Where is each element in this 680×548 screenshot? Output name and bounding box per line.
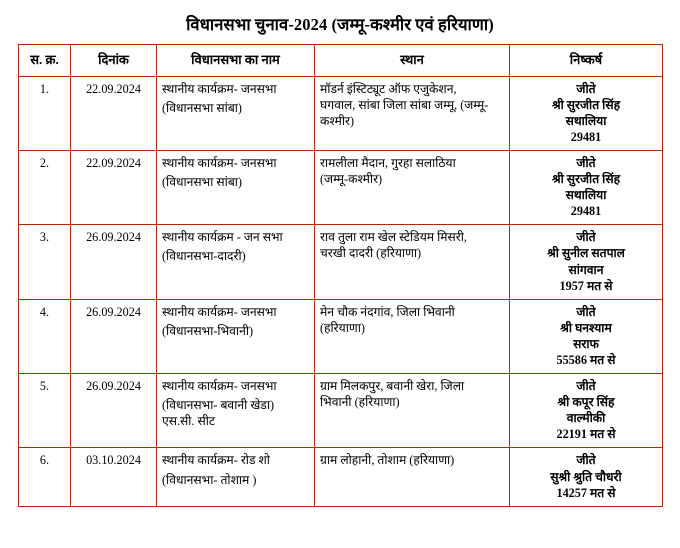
constituency-line-1: स्थानीय कार्यक्रम- जनसभा bbox=[162, 155, 277, 170]
cell-result bbox=[510, 76, 663, 150]
column-header-date: दिनांक bbox=[71, 45, 157, 76]
table-header bbox=[19, 45, 663, 76]
cell-date: 26.09.2024 bbox=[71, 225, 157, 299]
table-row bbox=[19, 299, 663, 373]
cell-result bbox=[510, 299, 663, 373]
table-row bbox=[19, 150, 663, 224]
constituency-line-2: (विधानसभा-दादरी) bbox=[162, 249, 246, 264]
result-candidate: श्री कपूर सिंह bbox=[557, 395, 615, 410]
cell-result bbox=[510, 225, 663, 299]
table-row bbox=[19, 76, 663, 150]
result-margin: 1957 मत से bbox=[559, 278, 613, 293]
cell-date: 22.09.2024 bbox=[71, 150, 157, 224]
place-line-1: मॉडर्न इंस्टिट्यूट ऑफ एजुकेशन, bbox=[320, 81, 457, 96]
page-title: विधानसभा चुनाव-2024 (जम्मू-कश्मीर एवं हरियाणा) bbox=[186, 15, 494, 34]
result-candidate: श्री सुरजीत सिंह bbox=[551, 172, 621, 187]
result-margin: 29481 bbox=[570, 129, 602, 144]
result-candidate: सुश्री श्रुति चौधरी bbox=[550, 469, 622, 484]
cell-constituency bbox=[157, 76, 315, 150]
result-status: जीते bbox=[576, 230, 596, 245]
constituency-line-2: (विधानसभा-भिवानी) bbox=[162, 323, 254, 338]
place-line-2: (जम्मू-कश्मीर) bbox=[320, 172, 383, 187]
table-row bbox=[19, 448, 663, 506]
constituency-line-1: स्थानीय कार्यक्रम - जन सभा bbox=[162, 230, 283, 245]
result-candidate-surname: वाल्मीकी bbox=[566, 411, 606, 426]
result-margin: 14257 मत से bbox=[556, 485, 616, 500]
place-line-1: मेन चौक नंदगांव, जिला भिवानी bbox=[320, 304, 455, 319]
result-margin: 55586 मत से bbox=[556, 353, 616, 367]
cell-place bbox=[315, 76, 510, 150]
cell-serial: 1. bbox=[19, 76, 71, 150]
column-header-constituency: विधानसभा का नाम bbox=[157, 45, 315, 76]
result-status: जीते bbox=[576, 453, 596, 468]
result-margin: 22191 मत से bbox=[556, 427, 616, 442]
result-status: जीते bbox=[576, 155, 596, 170]
cell-result bbox=[510, 150, 663, 224]
result-candidate: श्री सुनील सतपाल bbox=[547, 246, 625, 261]
constituency-line-1: स्थानीय कार्यक्रम- जनसभा bbox=[162, 81, 277, 96]
table-row bbox=[19, 374, 663, 448]
cell-date: 26.09.2024 bbox=[71, 374, 157, 448]
constituency-line-2: (विधानसभा- तोशाम ) bbox=[162, 472, 257, 487]
cell-place bbox=[315, 374, 510, 448]
cell-place bbox=[315, 448, 510, 506]
cell-constituency bbox=[157, 448, 315, 506]
place-line-1: रामलीला मैदान, गुरहा सलाठिया bbox=[320, 155, 456, 170]
constituency-line-1: स्थानीय कार्यक्रम- जनसभा bbox=[162, 304, 277, 319]
result-candidate: श्री सुरजीत सिंह bbox=[551, 97, 621, 112]
result-status: जीते bbox=[576, 379, 596, 394]
cell-constituency bbox=[157, 150, 315, 224]
column-header-place: स्थान bbox=[315, 45, 510, 76]
column-header-result: निष्कर्ष bbox=[510, 45, 663, 76]
result-candidate: श्री घनश्याम bbox=[560, 320, 612, 335]
result-candidate-surname: सथालिया bbox=[565, 188, 607, 203]
place-line-1: ग्राम लोहानी, तोशाम (हरियाणा) bbox=[320, 453, 455, 468]
table-row bbox=[19, 225, 663, 299]
cell-place bbox=[315, 150, 510, 224]
place-line-2: चरखी दादरी (हरियाणा) bbox=[320, 246, 422, 261]
column-header-serial: स. क्र. bbox=[19, 45, 71, 76]
result-candidate-surname: सराफ bbox=[573, 336, 599, 351]
cell-result bbox=[510, 448, 663, 506]
cell-constituency bbox=[157, 374, 315, 448]
cell-serial: 3. bbox=[19, 225, 71, 299]
cell-result bbox=[510, 374, 663, 448]
constituency-line-2: (विधानसभा सांबा) bbox=[162, 175, 242, 190]
constituency-line-2: (विधानसभा सांबा) bbox=[162, 100, 242, 115]
place-line-2: भिवानी (हरियाणा) bbox=[320, 395, 400, 410]
table-header-row bbox=[19, 45, 663, 76]
cell-serial: 5. bbox=[19, 374, 71, 448]
result-status: जीते bbox=[576, 304, 596, 319]
place-line-3: कश्मीर) bbox=[320, 113, 355, 128]
result-margin: 29481 bbox=[570, 204, 602, 219]
cell-serial: 6. bbox=[19, 448, 71, 506]
cell-serial: 4. bbox=[19, 299, 71, 373]
result-candidate-surname: सथालिया bbox=[565, 113, 607, 128]
table-body bbox=[19, 76, 663, 506]
place-line-2: (हरियाणा) bbox=[320, 320, 365, 335]
result-status: जीते bbox=[576, 81, 596, 96]
cell-place bbox=[315, 225, 510, 299]
place-line-1: ग्राम मिलकपुर, बवानी खेरा, जिला bbox=[320, 379, 465, 394]
cell-date: 03.10.2024 bbox=[71, 448, 157, 506]
cell-serial: 2. bbox=[19, 150, 71, 224]
election-results-table bbox=[18, 44, 663, 506]
constituency-line-1: स्थानीय कार्यक्रम- रोड शो bbox=[162, 453, 270, 468]
cell-date: 26.09.2024 bbox=[71, 299, 157, 373]
result-candidate-surname: सांगवान bbox=[568, 262, 604, 277]
constituency-line-1: स्थानीय कार्यक्रम- जनसभा bbox=[162, 379, 277, 394]
constituency-line-3: एस.सी. सीट bbox=[162, 414, 216, 429]
place-line-2: घगवाल, सांबा जिला सांबा जम्मू, (जम्मू- bbox=[320, 97, 489, 112]
cell-constituency bbox=[157, 225, 315, 299]
cell-constituency bbox=[157, 299, 315, 373]
cell-place bbox=[315, 299, 510, 373]
cell-date: 22.09.2024 bbox=[71, 76, 157, 150]
place-line-1: राव तुला राम खेल स्टेडियम मिसरी, bbox=[320, 230, 467, 245]
constituency-line-2: (विधानसभा- बवानी खेडा) bbox=[162, 398, 275, 413]
